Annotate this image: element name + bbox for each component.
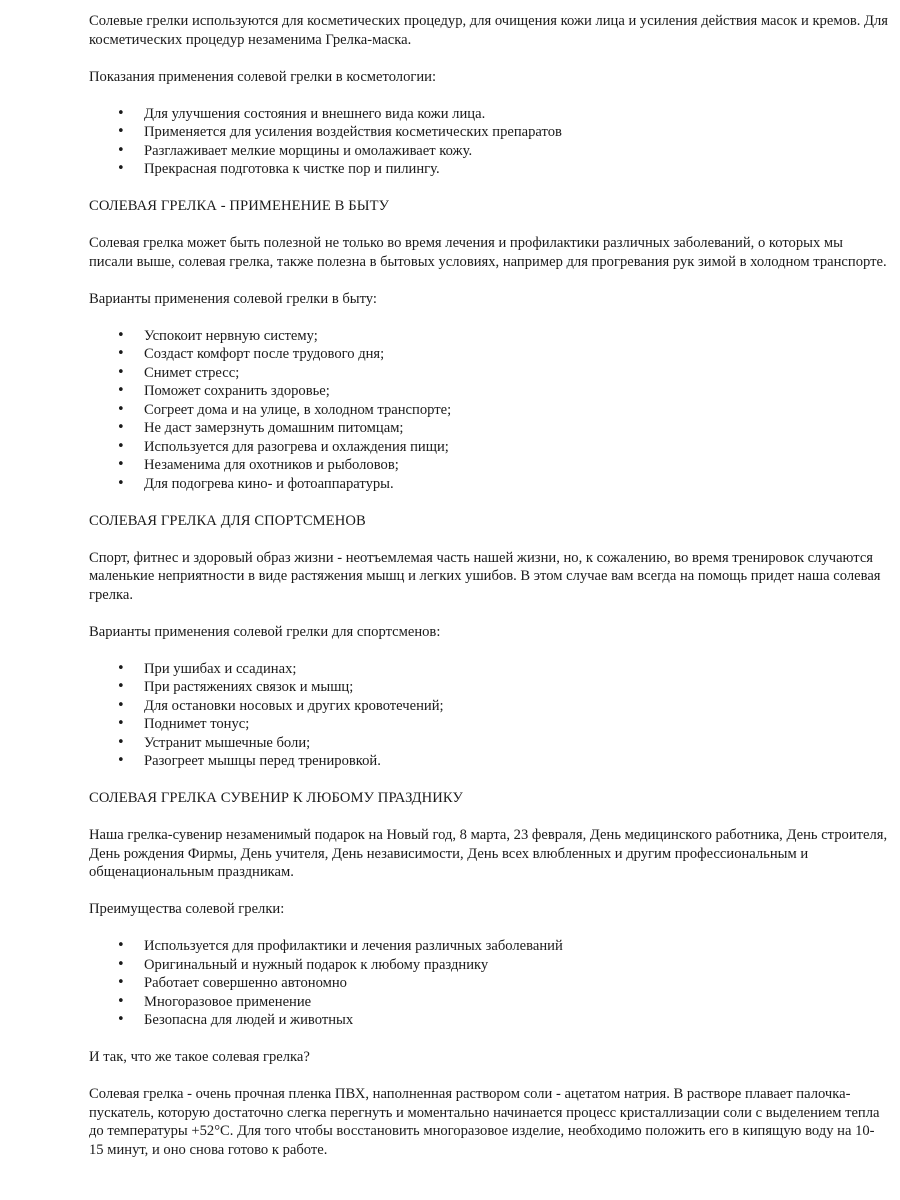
household-label: Варианты применения солевой грелки в быту:: [89, 290, 377, 307]
souvenir-intro: Наша грелка-сувенир незаменимый подарок на Новый год, 8 марта, 23 февраля, День медицинского работника, День строителя, День рождения Фирмы, День учителя, День независимости, День всех влюбленных и другим профессиональным и общенациональным праздникам.: [89, 827, 888, 880]
list-item: • Для подогрева кино- и фотоаппаратуры.: [89, 475, 889, 494]
list-item: • Применяется для усиления воздействия косметических препаратов: [89, 123, 889, 142]
list-item: • Разглаживает мелкие морщины и омолаживает кожу.: [89, 142, 889, 161]
list-item: • Для остановки носовых и других кровотечений;: [89, 697, 889, 716]
list-item: • Поднимет тонус;: [89, 715, 889, 734]
list-item: • Снимет стресс;: [89, 364, 889, 383]
document-page: [89, 0, 889, 1159]
souvenir-list: [89, 937, 889, 1030]
list-item: • При растяжениях связок и мышц;: [89, 678, 889, 697]
cosmetology-intro: Солевые грелки используются для косметических процедур, для очищения кожи лица и усиления действия масок и кремов. Для косметических процедур незаменима Грелка-маска.: [89, 13, 888, 48]
sport-list: [89, 660, 889, 771]
cosmetology-list: [89, 105, 889, 179]
household-intro: Солевая грелка может быть полезной не только во время лечения и профилактики различных заболеваний, о которых мы писали выше, солевая грелка, также полезна в бытовых условиях, например для прогревания рук зимой в холодном транспорте.: [89, 235, 887, 270]
list-item: • Незаменима для охотников и рыболовов;: [89, 456, 889, 475]
list-item: • Устранит мышечные боли;: [89, 734, 889, 753]
list-item: • Поможет сохранить здоровье;: [89, 382, 889, 401]
list-item: • Прекрасная подготовка к чистке пор и пилингу.: [89, 160, 889, 179]
list-item: • Многоразовое применение: [89, 993, 889, 1012]
list-item: • Разогреет мышцы перед тренировкой.: [89, 752, 889, 771]
list-item: • Работает совершенно автономно: [89, 974, 889, 993]
list-item: • Для улучшения состояния и внешнего вида кожи лица.: [89, 105, 889, 124]
sport-label: Варианты применения солевой грелки для спортсменов:: [89, 623, 441, 640]
list-item: • Не даст замерзнуть домашним питомцам;: [89, 419, 889, 438]
cosmetology-indications-label: Показания применения солевой грелки в косметологии:: [89, 68, 437, 85]
list-item: • Согреет дома и на улице, в холодном транспорте;: [89, 401, 889, 420]
list-item: • Оригинальный и нужный подарок к любому празднику: [89, 956, 889, 975]
list-item: • Успокоит нервную систему;: [89, 327, 889, 346]
what-is-question: И так, что же такое солевая грелка?: [89, 1049, 310, 1065]
household-list: [89, 327, 889, 494]
souvenir-label: Преимущества солевой грелки:: [89, 901, 285, 917]
what-is-answer: Солевая грелка - очень прочная пленка ПВХ, наполненная раствором соли - ацетатом натрия. В растворе плавает палочка-пускатель, которую достаточно слегка перегнуть и моментально начинается процесс кристаллизации соли с выделением тепла до температуры +52°С. Для того чтобы восстановить многоразовое изделие, необходимо положить его в кипящую воду на 10-15 минут, и оно снова готово к работе.: [89, 1086, 880, 1158]
list-item: • Безопасна для людей и животных: [89, 1011, 889, 1030]
list-item: • Используется для разогрева и охлаждения пищи;: [89, 438, 889, 457]
sport-intro: Спорт, фитнес и здоровый образ жизни - неотъемлемая часть нашей жизни, но, к сожалению, во время тренировок случаются маленькие неприятности в виде растяжения мышц и легких ушибов. В этом случае вам всегда на помощь придет наша солевая грелка.: [89, 549, 881, 603]
household-heading: СОЛЕВАЯ ГРЕЛКА - ПРИМЕНЕНИЕ В БЫТУ: [89, 198, 390, 214]
souvenir-heading: СОЛЕВАЯ ГРЕЛКА СУВЕНИР К ЛЮБОМУ ПРАЗДНИКУ: [89, 790, 463, 806]
sport-heading: СОЛЕВАЯ ГРЕЛКА ДЛЯ СПОРТСМЕНОВ: [89, 512, 366, 529]
list-item: • При ушибах и ссадинах;: [89, 660, 889, 679]
list-item: • Создаст комфорт после трудового дня;: [89, 345, 889, 364]
list-item: • Используется для профилактики и лечения различных заболеваний: [89, 937, 889, 956]
